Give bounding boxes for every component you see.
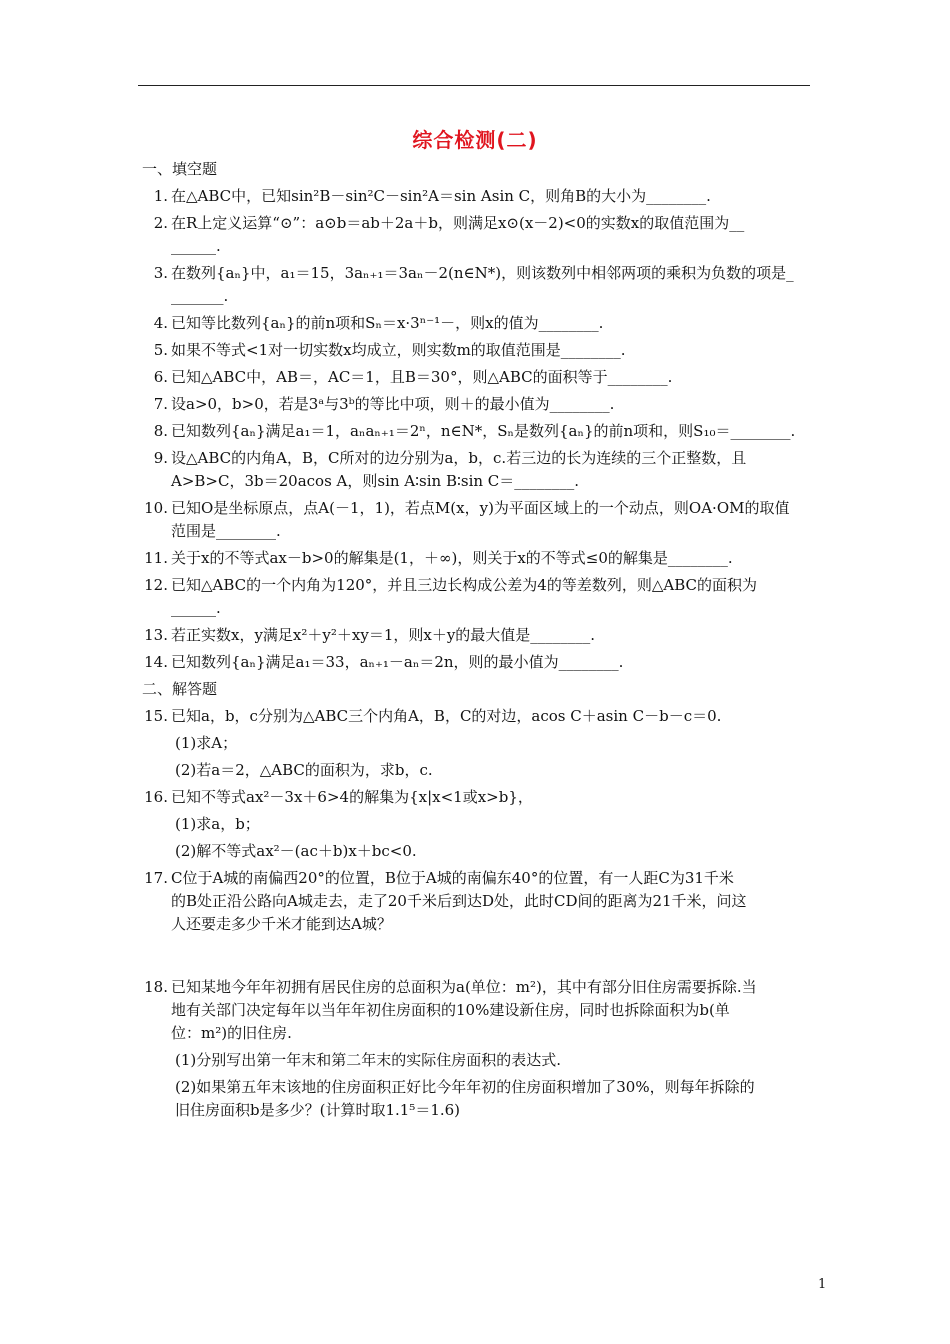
question-7 xyxy=(138,393,810,416)
question-line: ______. xyxy=(171,599,221,617)
question-13 xyxy=(138,624,810,647)
question-number: 4. xyxy=(153,314,168,332)
question-text: 如果不等式<1对一切实数x均成立，则实数m的取值范围是________. xyxy=(171,341,626,359)
document-body xyxy=(138,158,810,1122)
question-number: 17. xyxy=(144,869,168,887)
question-line: 位：m²)的旧住房. xyxy=(171,1024,292,1042)
section-fill-in: 一、填空题 xyxy=(142,160,218,178)
question-number: 14. xyxy=(144,653,168,671)
question-number: 1. xyxy=(153,187,168,205)
header-rule xyxy=(138,85,810,86)
question-number: 9. xyxy=(153,449,168,467)
question-number: 3. xyxy=(153,264,168,282)
question-line: 在数列{aₙ}中，a₁＝15，3aₙ₊₁＝3aₙ－2(n∈N*)，则该数列中相邻两项的乘积为负数的项是_ xyxy=(171,264,794,282)
question-text: 在△ABC中，已知sin²B－sin²C－sin²A＝sin Asin C，则角B的大小为________. xyxy=(171,187,711,205)
question-text: 已知a，b，c分别为△ABC三个内角A，B，C的对边，acos C＋asin C－b－c＝0. xyxy=(171,707,722,725)
question-17 xyxy=(138,867,810,936)
sub-question: (2)如果第五年末该地的住房面积正好比今年年初的住房面积增加了30%，则每年拆除的 xyxy=(175,1078,755,1096)
question-text: 已知△ABC中，AB＝，AC＝1，且B＝30°，则△ABC的面积等于________. xyxy=(171,368,673,386)
question-2 xyxy=(138,212,810,258)
question-text xyxy=(171,574,810,620)
question-line: 已知O是坐标原点，点A(－1，1)，若点M(x，y)为平面区域上的一个动点，则OA·OM的取值 xyxy=(171,499,790,517)
question-9 xyxy=(138,447,810,493)
question-line: 已知某地今年年初拥有居民住房的总面积为a(单位：m²)，其中有部分旧住房需要拆除.当 xyxy=(171,978,757,996)
question-line: 地有关部门决定每年以当年年初住房面积的10%建设新住房，同时也拆除面积为b(单 xyxy=(171,1001,730,1019)
question-text xyxy=(171,447,810,493)
question-text: 已知数列{aₙ}满足a₁＝1，aₙaₙ₊₁＝2ⁿ，n∈N*，Sₙ是数列{aₙ}的前n项和，则S₁₀＝________. xyxy=(171,422,796,440)
question-text: 已知等比数列{aₙ}的前n项和Sₙ＝x·3ⁿ⁻¹－，则x的值为________. xyxy=(171,314,604,332)
sub-question: (2)若a＝2，△ABC的面积为，求b，c. xyxy=(175,761,433,779)
question-line: 范围是________. xyxy=(171,522,281,540)
question-text: 若正实数x，y满足x²＋y²＋xy＝1，则x＋y的最大值是________. xyxy=(171,626,596,644)
page-title: 综合检测(二) xyxy=(412,128,538,152)
question-14 xyxy=(138,651,810,674)
question-number: 13. xyxy=(144,626,168,644)
question-text xyxy=(171,497,810,543)
question-line: A>B>C，3b＝20acos A，则sin A∶sin B∶sin C＝________. xyxy=(171,472,580,490)
question-number: 6. xyxy=(153,368,168,386)
question-line: _______. xyxy=(171,287,229,305)
section-solve: 二、解答题 xyxy=(142,680,218,698)
question-number: 10. xyxy=(144,499,168,517)
question-line: C位于A城的南偏西20°的位置，B位于A城的南偏东40°的位置，有一人距C为31千米 xyxy=(171,869,734,887)
question-number: 16. xyxy=(144,788,168,806)
question-10 xyxy=(138,497,810,543)
question-text: 已知不等式ax²－3x＋6>4的解集为{x|x<1或x>b}， xyxy=(171,788,533,806)
question-15 xyxy=(138,705,810,728)
question-8 xyxy=(138,420,810,443)
question-line: ______. xyxy=(171,237,221,255)
question-18 xyxy=(138,976,810,1045)
question-text: 设a>0，b>0，若是3ᵃ与3ᵇ的等比中项，则＋的最小值为________. xyxy=(171,395,615,413)
question-number: 8. xyxy=(153,422,168,440)
sub-question: 旧住房面积b是多少？(计算时取1.1⁵＝1.6) xyxy=(175,1101,461,1119)
question-text: 已知数列{aₙ}满足a₁＝33，aₙ₊₁－aₙ＝2n，则的最小值为________. xyxy=(171,653,624,671)
question-6 xyxy=(138,366,810,389)
question-number: 18. xyxy=(144,978,168,996)
question-number: 15. xyxy=(144,707,168,725)
question-text xyxy=(171,976,810,1045)
question-number: 2. xyxy=(153,214,168,232)
question-line: 人还要走多少千米才能到达A城？ xyxy=(171,915,392,933)
question-number: 12. xyxy=(144,576,168,594)
question-text: 关于x的不等式ax－b>0的解集是(1，＋∞)，则关于x的不等式≤0的解集是________. xyxy=(171,549,733,567)
sub-question: (1)求a，b； xyxy=(175,815,260,833)
question-5 xyxy=(138,339,810,362)
sub-question: (1)分别写出第一年末和第二年末的实际住房面积的表达式. xyxy=(175,1051,562,1069)
question-line: 在R上定义运算“⊙”：a⊙b＝ab＋2a＋b，则满足x⊙(x－2)<0的实数x的取值范围为__ xyxy=(171,214,745,232)
question-text xyxy=(171,262,810,308)
question-number: 7. xyxy=(153,395,168,413)
question-12 xyxy=(138,574,810,620)
sub-question: (2)解不等式ax²－(ac＋b)x＋bc<0. xyxy=(175,842,417,860)
question-11 xyxy=(138,547,810,570)
question-4 xyxy=(138,312,810,335)
question-text xyxy=(171,867,810,936)
question-16 xyxy=(138,786,810,809)
question-line: 已知△ABC的一个内角为120°，并且三边长构成公差为4的等差数列，则△ABC的面积为 xyxy=(171,576,757,594)
question-1 xyxy=(138,185,810,208)
question-number: 5. xyxy=(153,341,168,359)
sub-question: (1)求A； xyxy=(175,734,238,752)
question-text xyxy=(171,212,810,258)
question-line: 设△ABC的内角A，B，C所对的边分别为a，b，c.若三边的长为连续的三个正整数，且 xyxy=(171,449,747,467)
question-line: 的B处正沿公路向A城走去，走了20千米后到达D处，此时CD间的距离为21千米，问这 xyxy=(171,892,747,910)
question-3 xyxy=(138,262,810,308)
page-number: 1 xyxy=(818,1277,827,1292)
question-number: 11. xyxy=(144,549,168,567)
